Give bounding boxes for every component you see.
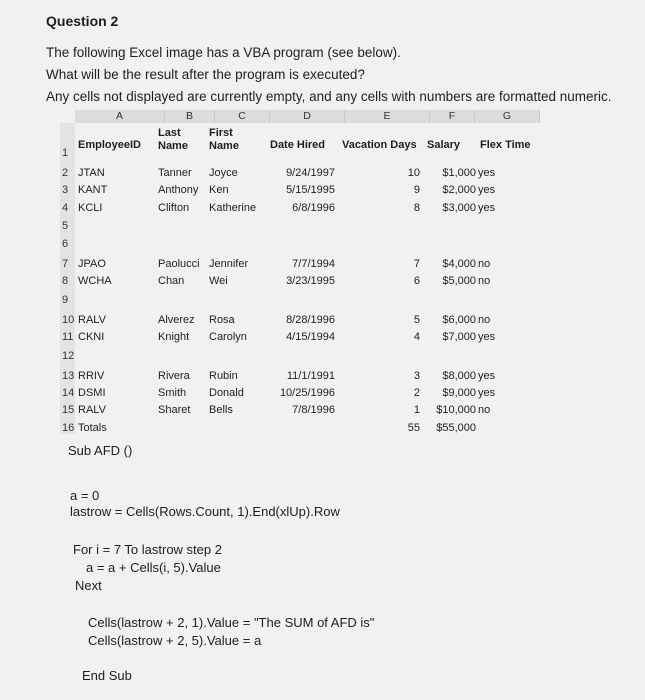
- cell-employee-id: Totals: [78, 422, 107, 434]
- cell-salary: $7,000: [442, 331, 476, 343]
- row-number: 2: [62, 167, 69, 179]
- cell-vacation-days: 4: [413, 331, 420, 343]
- cell-last-name: Alverez: [158, 314, 195, 326]
- code-next: Next: [75, 578, 102, 593]
- cell-salary: $5,000: [442, 275, 476, 287]
- col-header-b: B: [165, 110, 215, 123]
- cell-flex-time: no: [478, 275, 491, 287]
- cell-vacation-days: 10: [407, 167, 420, 179]
- cell-date-hired: 9/24/1997: [286, 167, 335, 179]
- cell-first-name: Katherine: [209, 202, 257, 214]
- cell-date-hired: 11/1/1991: [286, 370, 335, 382]
- cell-salary: $55,000: [436, 422, 476, 434]
- cell-last-name: Sharet: [158, 404, 191, 416]
- cell-salary: $8,000: [442, 370, 476, 382]
- row-number: 10: [62, 314, 75, 326]
- cell-date-hired: 8/28/1996: [286, 314, 335, 326]
- cell-flex-time: yes: [478, 387, 496, 399]
- cell-first-name: Carolyn: [209, 331, 247, 343]
- cell-first-name: Donald: [209, 387, 244, 399]
- cell-last-name: Tanner: [158, 167, 192, 179]
- question-line-2: What will be the result after the program is executed?: [46, 67, 365, 82]
- cell-date-hired: 10/25/1996: [279, 387, 335, 399]
- cell-vacation-days: 6: [413, 275, 420, 287]
- row-number: 16: [62, 422, 75, 434]
- header-salary: Salary: [427, 139, 461, 151]
- row-number: 13: [62, 370, 75, 382]
- cell-employee-id: RALV: [78, 404, 106, 416]
- cell-last-name: Paolucci: [158, 258, 200, 270]
- col-header-a: A: [75, 110, 165, 123]
- cell-flex-time: no: [478, 404, 491, 416]
- cell-vacation-days: 5: [413, 314, 420, 326]
- cell-employee-id: DSMI: [78, 387, 106, 399]
- cell-first-name: Jennifer: [209, 258, 249, 270]
- code-set-label: Cells(lastrow + 2, 1).Value = "The SUM of AFD is": [88, 615, 375, 630]
- cell-first-name: Joyce: [209, 167, 238, 179]
- col-header-f: F: [430, 110, 475, 123]
- cell-last-name: Anthony: [158, 184, 199, 196]
- cell-date-hired: 6/8/1996: [292, 202, 335, 214]
- cell-last-name: Rivera: [158, 370, 190, 382]
- col-header-g: G: [475, 110, 540, 123]
- row-number: 4: [62, 202, 69, 214]
- cell-last-name: Chan: [158, 275, 185, 287]
- row-number: 5: [62, 220, 69, 232]
- header-date-hired: Date Hired: [270, 139, 326, 151]
- cell-first-name: Bells: [209, 404, 233, 416]
- cell-vacation-days: 7: [413, 258, 420, 270]
- cell-vacation-days: 3: [413, 370, 420, 382]
- code-a-init: a = 0: [70, 488, 100, 503]
- cell-flex-time: no: [478, 258, 491, 270]
- row-number: 7: [62, 258, 69, 270]
- code-end: End Sub: [82, 668, 132, 683]
- cell-vacation-days: 2: [413, 387, 420, 399]
- cell-employee-id: JTAN: [78, 167, 105, 179]
- header-first-name: First Name: [209, 127, 239, 152]
- cell-employee-id: CKNI: [78, 331, 105, 343]
- cell-employee-id: KCLI: [78, 202, 103, 214]
- cell-vacation-days: 1: [413, 404, 420, 416]
- spreadsheet-image: [60, 110, 540, 434]
- cell-employee-id: WCHA: [78, 275, 112, 287]
- cell-salary: $1,000: [442, 167, 476, 179]
- code-lastrow: lastrow = Cells(Rows.Count, 1).End(xlUp).Row: [70, 504, 340, 519]
- cell-salary: $3,000: [442, 202, 476, 214]
- cell-flex-time: yes: [478, 167, 496, 179]
- cell-flex-time: yes: [478, 370, 496, 382]
- cell-flex-time: yes: [478, 184, 496, 196]
- row-number: 11: [62, 331, 74, 343]
- cell-employee-id: RALV: [78, 314, 106, 326]
- cell-salary: $6,000: [442, 314, 476, 326]
- cell-vacation-days: 9: [413, 184, 420, 196]
- code-for: For i = 7 To lastrow step 2: [73, 542, 222, 557]
- row-number: 3: [62, 184, 69, 196]
- col-header-c: C: [215, 110, 270, 123]
- cell-employee-id: KANT: [78, 184, 108, 196]
- cell-salary: $4,000: [442, 258, 476, 270]
- cell-date-hired: 7/8/1996: [292, 404, 335, 416]
- cell-last-name: Knight: [158, 331, 190, 343]
- cell-first-name: Wei: [209, 275, 228, 287]
- header-last-name: Last Name: [158, 127, 188, 152]
- header-vacation-days: Vacation Days: [342, 139, 417, 151]
- cell-date-hired: 5/15/1995: [286, 184, 335, 196]
- cell-flex-time: yes: [478, 202, 496, 214]
- cell-salary: $2,000: [442, 184, 476, 196]
- row-number: 9: [62, 294, 69, 306]
- code-set-value: Cells(lastrow + 2, 5).Value = a: [88, 633, 262, 648]
- row-number: 14: [62, 387, 75, 399]
- code-sub: Sub AFD (): [68, 443, 133, 458]
- cell-first-name: Rubin: [209, 370, 238, 382]
- code-accum: a = a + Cells(i, 5).Value: [86, 560, 221, 575]
- cell-vacation-days: 8: [413, 202, 420, 214]
- col-header-e: E: [345, 110, 430, 123]
- question-line-1: The following Excel image has a VBA program (see below).: [46, 45, 401, 60]
- question-title: Question 2: [46, 13, 119, 29]
- cell-employee-id: RRIV: [78, 370, 105, 382]
- row-number: 8: [62, 275, 69, 287]
- header-flex-time: Flex Time: [480, 139, 531, 151]
- cell-employee-id: JPAO: [78, 258, 106, 270]
- cell-last-name: Clifton: [158, 202, 190, 214]
- cell-first-name: Rosa: [209, 314, 235, 326]
- row-number: 1: [62, 147, 69, 159]
- cell-salary: $9,000: [442, 387, 476, 399]
- cell-last-name: Smith: [158, 387, 187, 399]
- col-header-d: D: [270, 110, 345, 123]
- cell-flex-time: yes: [478, 331, 496, 343]
- row-number: 6: [62, 238, 69, 250]
- cell-flex-time: no: [478, 314, 491, 326]
- question-line-3: Any cells not displayed are currently empty, and any cells with numbers are formatted numeric.: [46, 89, 612, 104]
- cell-date-hired: 7/7/1994: [292, 258, 335, 270]
- cell-first-name: Ken: [209, 184, 229, 196]
- cell-vacation-days: 55: [407, 422, 420, 434]
- row-number: 12: [62, 350, 75, 362]
- header-employee-id: EmployeeID: [78, 139, 141, 151]
- row-number: 15: [62, 404, 75, 416]
- cell-salary: $10,000: [436, 404, 476, 416]
- cell-date-hired: 4/15/1994: [286, 331, 335, 343]
- cell-date-hired: 3/23/1995: [286, 275, 335, 287]
